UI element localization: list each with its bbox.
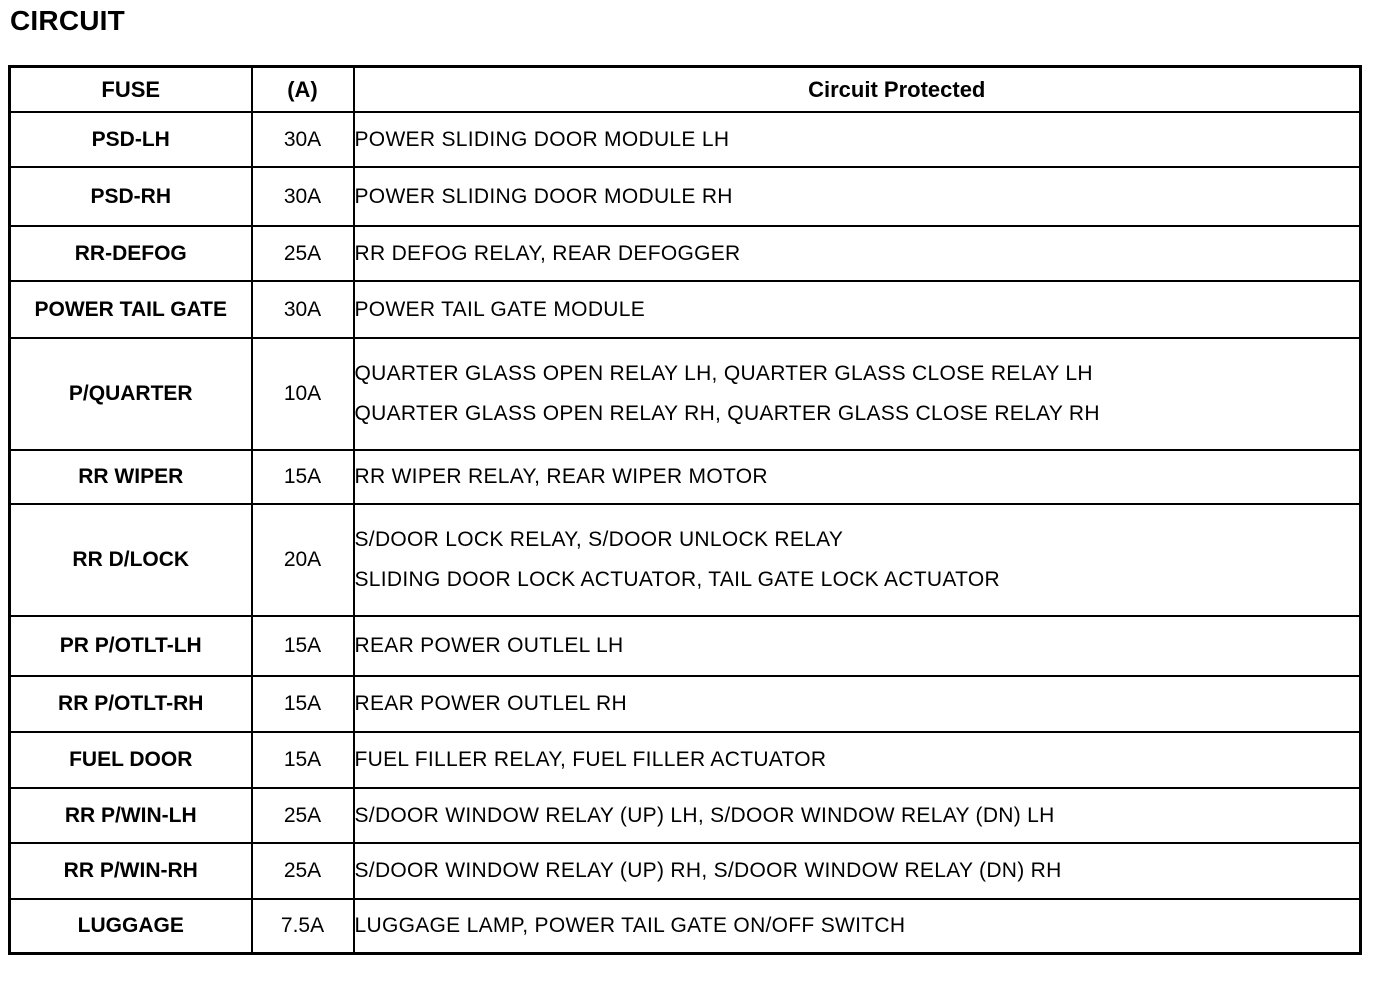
fuse-name-cell: LUGGAGE (10, 899, 252, 953)
fuse-amperage-cell: 7.5A (252, 899, 354, 953)
circuit-line: SLIDING DOOR LOCK ACTUATOR, TAIL GATE LOCK ACTUATOR (354, 568, 1000, 591)
circuit-protected-cell (354, 843, 1361, 899)
circuit-line: REAR POWER OUTLEL LH (354, 634, 624, 657)
table-row (10, 676, 1361, 732)
table-row (10, 899, 1361, 953)
fuse-amperage-cell: 15A (252, 676, 354, 732)
circuit-protected-cell (354, 167, 1361, 226)
fuse-amperage-cell: 25A (252, 788, 354, 843)
fuse-name-cell: PSD-LH (10, 112, 252, 167)
fuse-amperage-cell: 30A (252, 167, 354, 226)
fuse-table (8, 65, 1362, 955)
circuit-line: FUEL FILLER RELAY, FUEL FILLER ACTUATOR (354, 748, 827, 771)
circuit-protected-cell (354, 281, 1361, 338)
circuit-protected-cell (354, 616, 1361, 676)
fuse-amperage-cell: 20A (252, 504, 354, 616)
fuse-name-cell: POWER TAIL GATE (10, 281, 252, 338)
circuit-line: LUGGAGE LAMP, POWER TAIL GATE ON/OFF SWITCH (354, 913, 906, 937)
table-row (10, 167, 1361, 226)
table-row (10, 112, 1361, 167)
fuse-amperage-cell: 25A (252, 226, 354, 281)
table-row (10, 281, 1361, 338)
circuit-line: S/DOOR WINDOW RELAY (UP) RH, S/DOOR WINDOW RELAY (DN) RH (354, 859, 1062, 882)
table-row (10, 450, 1361, 504)
table-row (10, 616, 1361, 676)
fuse-amperage-cell: 30A (252, 281, 354, 338)
circuit-line: POWER TAIL GATE MODULE (354, 297, 646, 321)
circuit-protected-cell (354, 676, 1361, 732)
circuit-protected-cell (354, 899, 1361, 953)
fuse-name-cell: FUEL DOOR (10, 732, 252, 788)
circuit-protected-cell (354, 338, 1361, 450)
fuse-amperage-cell: 25A (252, 843, 354, 899)
fuse-amperage-cell: 30A (252, 112, 354, 167)
table-row (10, 843, 1361, 899)
circuit-line: POWER SLIDING DOOR MODULE LH (354, 127, 730, 151)
circuit-line: POWER SLIDING DOOR MODULE RH (354, 184, 733, 208)
circuit-line: REAR POWER OUTLEL RH (354, 692, 627, 715)
circuit-line: RR WIPER RELAY, REAR WIPER MOTOR (354, 465, 768, 488)
header-fuse: FUSE (10, 67, 252, 113)
fuse-name-cell: RR P/WIN-LH (10, 788, 252, 843)
table-row (10, 732, 1361, 788)
fuse-name-cell: PSD-RH (10, 167, 252, 226)
circuit-protected-cell (354, 112, 1361, 167)
table-row (10, 226, 1361, 281)
circuit-protected-cell (354, 788, 1361, 843)
fuse-name-cell: P/QUARTER (10, 338, 252, 450)
fuse-amperage-cell: 10A (252, 338, 354, 450)
fuse-amperage-cell: 15A (252, 616, 354, 676)
fuse-amperage-cell: 15A (252, 450, 354, 504)
fuse-name-cell: RR P/OTLT-RH (10, 676, 252, 732)
table-header-row (10, 67, 1361, 113)
fuse-name-cell: RR-DEFOG (10, 226, 252, 281)
table-row (10, 504, 1361, 616)
circuit-line: S/DOOR WINDOW RELAY (UP) LH, S/DOOR WINDOW RELAY (DN) LH (354, 803, 1055, 827)
fuse-amperage-cell: 15A (252, 732, 354, 788)
page-title: CIRCUIT (10, 5, 125, 36)
table-row (10, 788, 1361, 843)
header-amps: (A) (252, 67, 354, 113)
fuse-name-cell: RR D/LOCK (10, 504, 252, 616)
circuit-line: S/DOOR LOCK RELAY, S/DOOR UNLOCK RELAY (354, 528, 844, 551)
circuit-line: QUARTER GLASS OPEN RELAY LH, QUARTER GLASS CLOSE RELAY LH (354, 362, 1093, 385)
table-row (10, 338, 1361, 450)
circuit-protected-cell (354, 732, 1361, 788)
circuit-line: RR DEFOG RELAY, REAR DEFOGGER (354, 241, 741, 265)
circuit-protected-cell (354, 226, 1361, 281)
header-circuit-protected: Circuit Protected (354, 67, 1361, 113)
fuse-name-cell: RR WIPER (10, 450, 252, 504)
fuse-name-cell: RR P/WIN-RH (10, 843, 252, 899)
circuit-protected-cell (354, 504, 1361, 616)
circuit-line: QUARTER GLASS OPEN RELAY RH, QUARTER GLASS CLOSE RELAY RH (354, 402, 1100, 425)
circuit-protected-cell (354, 450, 1361, 504)
fuse-name-cell: PR P/OTLT-LH (10, 616, 252, 676)
